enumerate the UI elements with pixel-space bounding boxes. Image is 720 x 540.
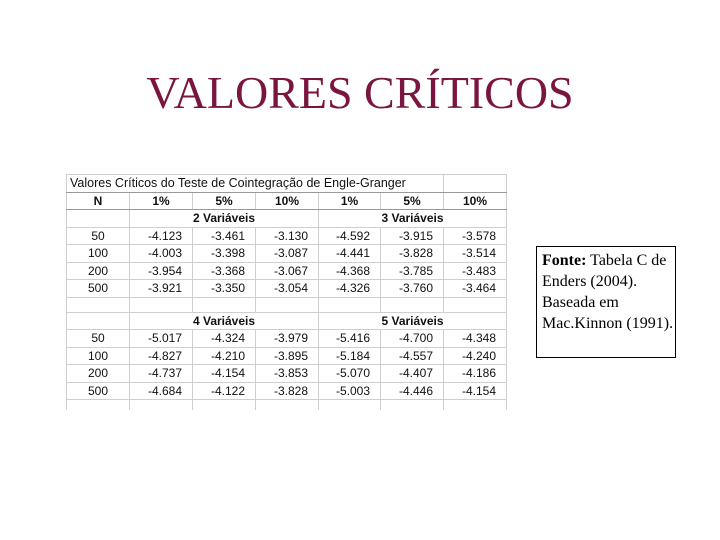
table-header-row [67, 192, 507, 210]
critical-value-cell: -5.184 [319, 347, 381, 365]
table-row [67, 365, 507, 383]
header-10pct-right: 10% [444, 192, 507, 210]
critical-value-cell: -3.954 [130, 262, 193, 280]
critical-value-cell: -3.828 [256, 382, 319, 400]
critical-value-cell: -4.003 [130, 245, 193, 263]
critical-value-cell: -3.979 [256, 330, 319, 348]
row-n-cell: 500 [67, 280, 130, 298]
critical-value-cell: -4.186 [444, 365, 507, 383]
critical-value-cell: -4.441 [319, 245, 381, 263]
row-n-cell: 500 [67, 382, 130, 400]
critical-value-cell: -3.054 [256, 280, 319, 298]
critical-value-cell: -4.684 [130, 382, 193, 400]
critical-value-cell: -5.416 [319, 330, 381, 348]
row-n-cell: 200 [67, 365, 130, 383]
critical-value-cell: -5.003 [319, 382, 381, 400]
trailing-grid-row [67, 400, 507, 411]
critical-value-cell: -4.700 [381, 330, 444, 348]
table-row [67, 347, 507, 365]
critical-value-cell: -3.368 [193, 262, 256, 280]
critical-value-cell: -3.514 [444, 245, 507, 263]
header-10pct-left: 10% [256, 192, 319, 210]
table-row [67, 280, 507, 298]
critical-value-cell: -4.827 [130, 347, 193, 365]
critical-value-cell: -4.240 [444, 347, 507, 365]
critical-value-cell: -4.407 [381, 365, 444, 383]
critical-value-cell: -4.154 [193, 365, 256, 383]
critical-value-cell: -3.483 [444, 262, 507, 280]
critical-value-cell: -4.557 [381, 347, 444, 365]
row-n-cell: 50 [67, 227, 130, 245]
critical-value-cell: -3.921 [130, 280, 193, 298]
table-row [67, 227, 507, 245]
header-5pct-right: 5% [381, 192, 444, 210]
slide-title: VALORES CRÍTICOS [146, 67, 574, 118]
critical-value-cell: -4.737 [130, 365, 193, 383]
table-row [67, 262, 507, 280]
row-n-cell: 200 [67, 262, 130, 280]
critical-value-cell: -4.154 [444, 382, 507, 400]
critical-value-cell: -4.368 [319, 262, 381, 280]
header-n: N [67, 192, 130, 210]
critical-value-cell: -4.348 [444, 330, 507, 348]
critical-value-cell: -3.578 [444, 227, 507, 245]
critical-value-cell: -3.828 [381, 245, 444, 263]
critical-value-cell: -3.785 [381, 262, 444, 280]
critical-value-cell: -4.123 [130, 227, 193, 245]
source-note [536, 246, 676, 358]
critical-value-cell: -3.087 [256, 245, 319, 263]
table-caption: Valores Críticos do Teste de Cointegração de Engle-Granger [67, 175, 444, 193]
table-row [67, 330, 507, 348]
source-label: Fonte: [542, 252, 587, 269]
critical-value-cell: -4.446 [381, 382, 444, 400]
table-row [67, 245, 507, 263]
header-1pct-right: 1% [319, 192, 381, 210]
group-label: 3 Variáveis [319, 210, 507, 228]
group-row-block1 [67, 210, 507, 228]
critical-value-cell: -3.915 [381, 227, 444, 245]
critical-value-cell: -4.592 [319, 227, 381, 245]
critical-value-cell: -3.464 [444, 280, 507, 298]
critical-value-cell: -3.398 [193, 245, 256, 263]
critical-value-cell: -3.853 [256, 365, 319, 383]
critical-value-cell: -4.326 [319, 280, 381, 298]
critical-value-cell: -4.122 [193, 382, 256, 400]
blank-row [67, 297, 507, 312]
row-n-cell: 50 [67, 330, 130, 348]
critical-value-cell: -4.210 [193, 347, 256, 365]
critical-values-table [66, 174, 506, 406]
table-caption-row [67, 175, 507, 193]
critical-value-cell: -3.350 [193, 280, 256, 298]
group-label: 2 Variáveis [130, 210, 319, 228]
critical-value-cell: -3.461 [193, 227, 256, 245]
row-n-cell: 100 [67, 245, 130, 263]
critical-value-cell: -3.130 [256, 227, 319, 245]
critical-value-cell: -5.017 [130, 330, 193, 348]
critical-value-cell: -4.324 [193, 330, 256, 348]
group-label: 4 Variáveis [130, 312, 319, 330]
group-label: 5 Variáveis [319, 312, 507, 330]
critical-value-cell: -5.070 [319, 365, 381, 383]
critical-value-cell: -3.760 [381, 280, 444, 298]
row-n-cell: 100 [67, 347, 130, 365]
source-text: Tabela C de Enders (2004). Baseada em Mac.Kinnon (1991). [542, 252, 674, 332]
header-1pct-left: 1% [130, 192, 193, 210]
group-row-block2 [67, 312, 507, 330]
critical-value-cell: -3.895 [256, 347, 319, 365]
header-5pct-left: 5% [193, 192, 256, 210]
table-row [67, 382, 507, 400]
critical-value-cell: -3.067 [256, 262, 319, 280]
